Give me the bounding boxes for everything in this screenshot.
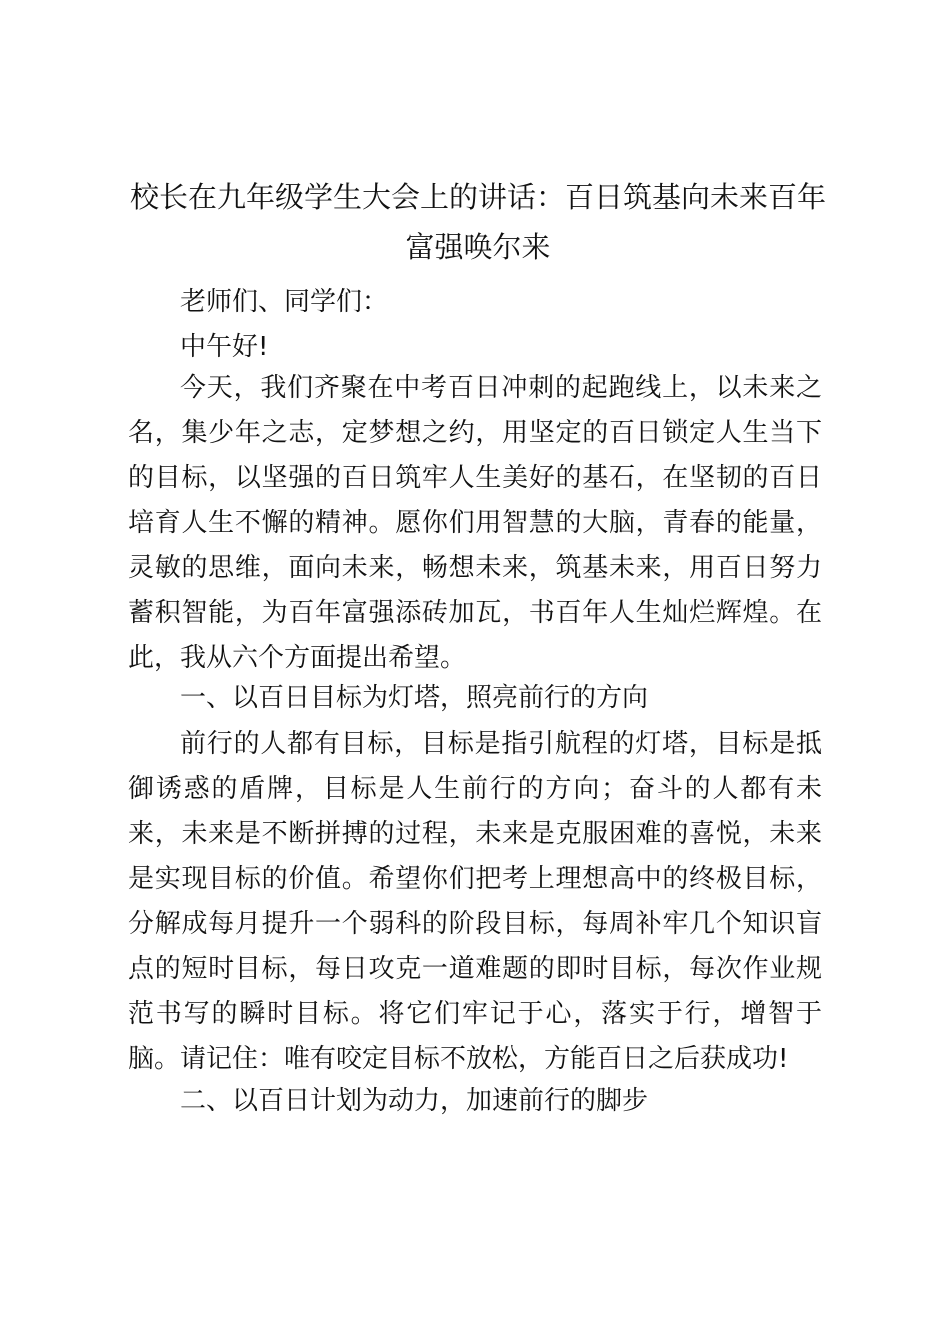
document-title-line-2: 富强唤尔来 [405, 230, 551, 264]
document-title-line-1: 校长在九年级学生大会上的讲话：百日筑基向未来百年 [129, 180, 826, 214]
body-paragraph-1: 今天，我们齐聚在中考百日冲刺的起跑线上，以未来之名，集少年之志，定梦想之约，用坚定的百日锁定人生当下的目标，以坚强的百日筑牢人生美好的基石，在坚韧的百日培育人生不懈的精神。愿你们用智慧的大脑，青春的能量，灵敏的思维，面向未来，畅想未来，筑基未来，用百日努力蓄积智能，为百年富强添砖加瓦，书百年人生灿烂辉煌。在此，我从六个方面提出希望。 [128, 373, 822, 673]
salutation: 中午好! [180, 332, 269, 362]
section-heading-1: 一、以百日目标为灯塔，照亮前行的方向 [180, 683, 649, 713]
greeting: 老师们、同学们： [180, 287, 389, 317]
section-heading-2: 二、以百日计划为动力，加速前行的脚步 [180, 1086, 649, 1116]
body-paragraph-2: 前行的人都有目标，目标是指引航程的灯塔，目标是抵御诱惑的盾牌，目标是人生前行的方向；奋斗的人都有未来，未来是不断拼搏的过程，未来是克服困难的喜悦，未来是实现目标的价值。希望你们把考上理想高中的终极目标，分解成每月提升一个弱科的阶段目标，每周补牢几个知识盲点的短时目标，每日攻克一道难题的即时目标，每次作业规范书写的瞬时目标。将它们牢记于心，落实于行，增智于脑。请记住：唯有咬定目标不放松，方能百日之后获成功! [128, 729, 822, 1074]
